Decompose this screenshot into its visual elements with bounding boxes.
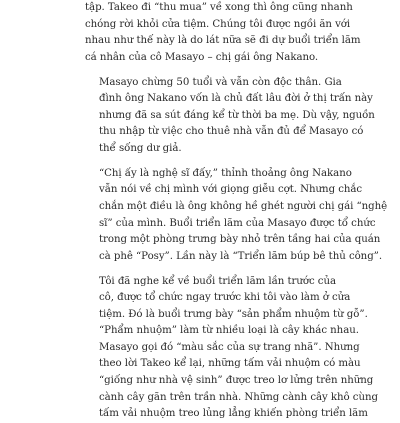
text-line: nhưng đã sa sút đáng kể từ thời ba mẹ. Dù vậy, nguồn	[99, 109, 375, 121]
paragraph	[85, 274, 378, 423]
text-line: “Phẩm nhuộm” làm từ nhiều loại là cây khác nhau.	[99, 325, 359, 337]
text-line: “Chị ấy là nghệ sĩ đấy,” thỉnh thoảng ông Nakano	[99, 167, 352, 179]
text-line: “giống như nhà vệ sinh” được treo lơ lửng trên những	[99, 374, 374, 386]
text-line: tấm vải nhuộm treo lủng lẳng khiến phòng triển lãm	[99, 408, 368, 420]
text-line: Masayo gọi đó “màu sắc của sự trang nhã”. Nhưng	[99, 341, 360, 353]
text-line: nhau như thế này là do lát nữa sẽ đi dự buổi triển lãm	[85, 35, 361, 47]
text-line: vẫn nói về chị mình với giọng giễu cợt. Nhưng chắc	[99, 184, 363, 196]
text-line: trong một phòng trưng bày nhỏ trên tầng hai của quán	[99, 234, 381, 246]
text-line: chóng rời khỏi cửa tiệm. Chúng tôi được ngồi ăn với	[85, 18, 351, 30]
paragraph	[85, 166, 388, 265]
text-line: theo lời Takeo kể lại, những tấm vải nhuộm có màu	[99, 358, 361, 370]
text-line: thu nhập từ việc cho thuê nhà vẫn đủ để Masayo có	[99, 126, 364, 138]
text-line: Masayo chừng 50 tuổi và vẫn còn độc thân. Gia	[99, 76, 342, 88]
text-line: đình ông Nakano vốn là chủ đất lâu đời ở thị trấn này	[99, 93, 373, 105]
text-line: cành cây gãn trên trần nhà. Những cành cây khô cùng	[99, 391, 378, 403]
text-line: thể sống dư giả.	[99, 142, 182, 154]
text-line: cà phê “Posy”. Lần này là “Triển lãm búp bê thủ công”.	[99, 250, 383, 262]
text-line: tập. Takeo đi “thu mua” về xong thì ông cũng nhanh	[85, 2, 353, 13]
paragraph	[85, 75, 375, 158]
text-line: Tôi đã nghe kể về buổi triển lãm lần trước của	[99, 275, 336, 287]
text-line: sĩ” của mình. Buổi triển lãm của Masayo được tổ chức	[99, 217, 376, 229]
text-line: chắn một điều là ông không hề ghét người chị gái “nghệ	[99, 201, 388, 213]
text-line: tiệm. Đó là buổi trưng bày “sản phẩm nhuộm từ gỗ”.	[99, 308, 368, 320]
text-line: cá nhân của cô Masayo – chị gái ông Nakano.	[85, 51, 319, 63]
body-text	[85, 0, 388, 423]
paragraph	[85, 0, 361, 66]
text-line: cô, được tổ chức ngay trước khi tôi vào làm ở cửa	[99, 292, 351, 304]
